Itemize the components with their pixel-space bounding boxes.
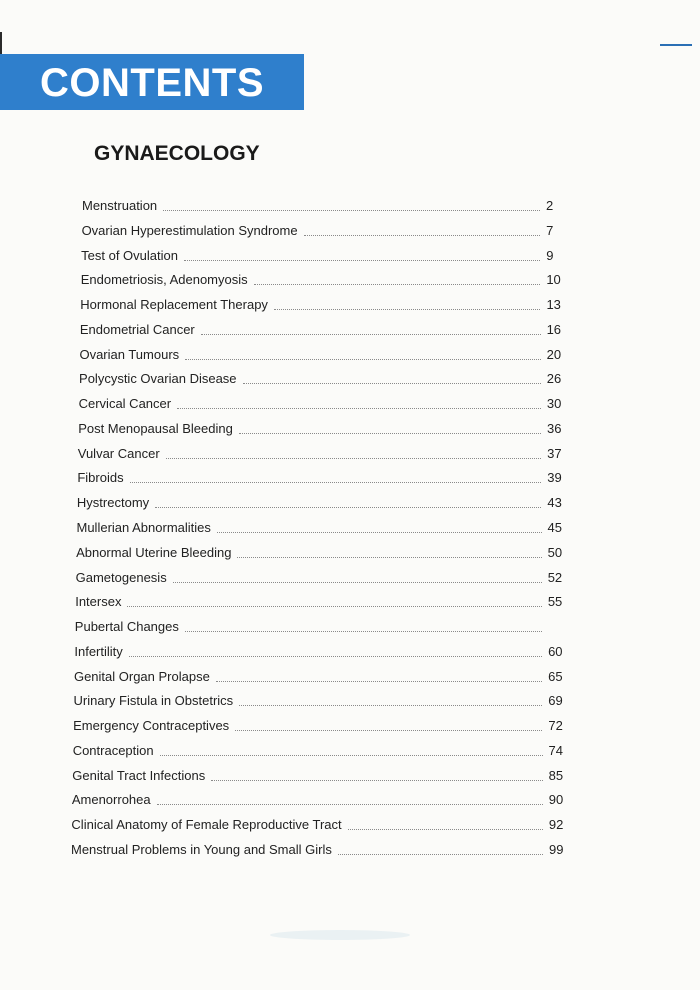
toc-entry-page: 9: [546, 247, 554, 263]
toc-entry-page: 45: [547, 520, 562, 535]
toc-entry-page: 52: [547, 569, 563, 585]
toc-entry-title: Contraception: [72, 742, 154, 758]
toc-entry-page: 99: [549, 842, 564, 857]
toc-dot-leader: [338, 853, 543, 855]
toc-entry-page: 20: [546, 346, 562, 362]
toc-dot-leader: [235, 729, 542, 731]
toc-entry[interactable]: [74, 640, 570, 660]
toc-dot-leader: [243, 382, 541, 384]
toc-entry[interactable]: [78, 417, 569, 437]
toc-dot-leader: [163, 209, 540, 211]
toc-entry-page: 39: [547, 470, 562, 486]
toc-entry[interactable]: [82, 194, 568, 214]
toc-entry-page: 60: [548, 643, 563, 659]
toc-dot-leader: [237, 556, 541, 558]
toc-entry[interactable]: [76, 541, 570, 561]
toc-entry-page: 43: [547, 495, 562, 511]
toc-entry[interactable]: [74, 665, 570, 685]
toc-dot-leader: [274, 308, 541, 310]
toc-entry-title: Infertility: [74, 643, 123, 659]
toc-entry-title: Urinary Fistula in Obstetrics: [73, 693, 234, 709]
toc-entry-title: Gametogenesis: [75, 569, 167, 585]
toc-entry-title: Emergency Contraceptives: [73, 718, 230, 734]
toc-entry[interactable]: [72, 788, 571, 808]
toc-entry[interactable]: [71, 813, 570, 833]
toc-dot-leader: [185, 358, 541, 360]
toc-entry-page: 65: [548, 668, 563, 684]
toc-entry-title: Menstrual Problems in Young and Small Girls: [71, 842, 332, 857]
toc-entry-title: Amenorrohea: [71, 792, 151, 808]
toc-entry-page: 90: [548, 792, 564, 808]
toc-entry-title: Mullerian Abnormalities: [76, 520, 211, 535]
toc-entry-title: Intersex: [75, 594, 122, 610]
toc-entry-page: 26: [546, 371, 562, 387]
toc-entry[interactable]: [81, 244, 568, 264]
toc-entry-title: Test of Ovulation: [81, 247, 178, 263]
toc-dot-leader: [177, 407, 541, 409]
corner-accent-mark: [660, 44, 692, 46]
toc-entry[interactable]: [72, 764, 570, 784]
toc-dot-leader: [348, 828, 543, 830]
toc-entry-title: Clinical Anatomy of Female Reproductive Tract: [71, 817, 342, 833]
toc-entry-page: 2: [546, 198, 554, 213]
toc-entry[interactable]: [71, 838, 571, 858]
toc-dot-leader: [166, 457, 541, 459]
toc-entry-title: Abnormal Uterine Bleeding: [76, 544, 232, 560]
toc-entry-page: 30: [546, 396, 562, 412]
toc-entry[interactable]: [82, 219, 569, 239]
toc-entry[interactable]: [75, 615, 570, 635]
toc-entry-title: Endometrial Cancer: [79, 321, 195, 337]
section-heading: GYNAECOLOGY: [94, 142, 260, 165]
toc-entry-title: Cervical Cancer: [78, 396, 172, 412]
toc-dot-leader: [211, 779, 542, 781]
toc-entry[interactable]: [77, 516, 570, 536]
toc-entry-page: 16: [546, 321, 562, 337]
toc-entry-title: Pubertal Changes: [74, 619, 179, 635]
toc-entry[interactable]: [79, 392, 569, 412]
toc-entry[interactable]: [77, 491, 569, 511]
toc-entry[interactable]: [76, 566, 570, 586]
toc-dot-leader: [155, 506, 541, 508]
toc-entry[interactable]: [73, 739, 571, 759]
toc-dot-leader: [173, 581, 542, 583]
toc-entry-page: 13: [546, 297, 561, 313]
toc-entry[interactable]: [74, 689, 571, 709]
toc-entry-title: Vulvar Cancer: [77, 445, 160, 461]
toc-entry[interactable]: [79, 367, 569, 387]
toc-entry-title: Hystrectomy: [76, 495, 150, 511]
toc-entry-page: 7: [546, 222, 554, 238]
toc-entry-title: Hormonal Replacement Therapy: [80, 297, 268, 313]
toc-entry-title: Fibroids: [77, 470, 124, 486]
toc-entry-title: Polycystic Ovarian Disease: [79, 371, 237, 387]
toc-dot-leader: [160, 754, 543, 756]
toc-dot-leader: [239, 432, 541, 434]
toc-entry-page: 55: [547, 594, 563, 610]
toc-entry[interactable]: [79, 343, 568, 363]
toc-dot-leader: [129, 655, 542, 657]
toc-entry-title: Endometriosis, Adenomyosis: [80, 272, 248, 288]
toc-entry-page: 10: [546, 272, 561, 288]
toc-entry-page: 36: [547, 420, 562, 436]
toc-entry[interactable]: [78, 442, 569, 462]
toc-entry-page: 37: [547, 445, 562, 461]
toc-entry-title: Genital Organ Prolapse: [73, 668, 210, 684]
toc-entry-title: Ovarian Tumours: [79, 346, 180, 362]
toc-entry[interactable]: [80, 293, 568, 313]
toc-entry[interactable]: [80, 318, 569, 338]
toc-entry-title: Genital Tract Infections: [72, 767, 206, 783]
toc-dot-leader: [185, 630, 542, 632]
contents-title: CONTENTS: [40, 61, 264, 105]
toc-dot-leader: [201, 333, 541, 335]
toc-entry-page: 72: [548, 718, 563, 734]
scan-smudge: [270, 930, 410, 940]
toc-entry-title: Ovarian Hyperestimulation Syndrome: [81, 222, 298, 238]
toc-entry[interactable]: [77, 466, 569, 486]
toc-entry-title: Menstruation: [82, 198, 158, 213]
toc-entry-page: 92: [548, 817, 564, 833]
toc-dot-leader: [184, 259, 540, 261]
toc-entry-page: 69: [548, 693, 563, 709]
toc-dot-leader: [304, 234, 540, 236]
toc-dot-leader: [239, 704, 542, 706]
toc-dot-leader: [157, 803, 543, 805]
toc-dot-leader: [127, 605, 541, 607]
toc-entry-page: 50: [547, 544, 563, 560]
toc-dot-leader: [217, 531, 542, 533]
toc-dot-leader: [254, 283, 541, 285]
toc-entry-page: 85: [548, 767, 564, 783]
toc-entry-title: Post Menopausal Bleeding: [78, 420, 233, 436]
toc-dot-leader: [130, 481, 542, 483]
toc-entry[interactable]: [75, 590, 570, 610]
toc-dot-leader: [216, 680, 542, 682]
toc-entry[interactable]: [81, 268, 569, 288]
toc-entry-page: 74: [548, 742, 563, 758]
toc-entry[interactable]: [73, 714, 570, 734]
